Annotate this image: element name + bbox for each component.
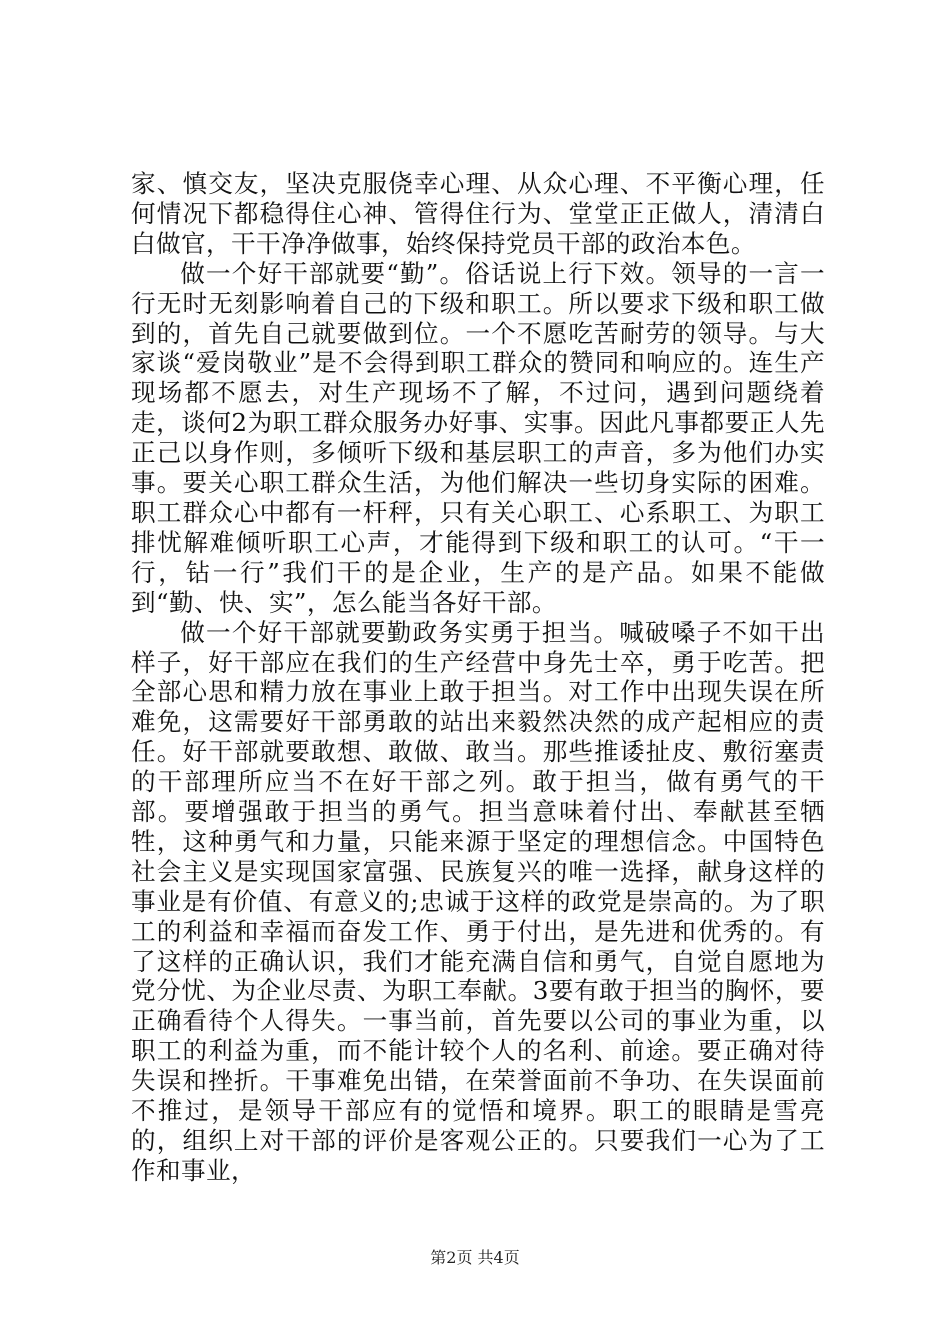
page-number-footer: 第2页 共4页 — [430, 1248, 520, 1267]
paragraph-continuation: 家、慎交友，坚决克服侥幸心理、从众心理、不平衡心理，任何情况下都稳得住心神、管得住行为、堂堂正正做人，清清白白做官，干干净净做事，始终保持党员干部的政治本色。 — [131, 169, 825, 258]
paragraph-responsibility: 做一个好干部就要勤政务实勇于担当。喊破嗓子不如干出样子，好干部应在我们的生产经营中身先士卒，勇于吃苦。把全部心思和精力放在事业上敢于担当。对工作中出现失误在所难免，这需要好干部勇敢的站出来毅然决然的成产起相应的责任。好干部就要敢想、敢做、敢当。那些推诿扯皮、敷衍塞责的干部理所应当不在好干部之列。敢于担当，做有勇气的干部。要增强敢于担当的勇气。担当意味着付出、奉献甚至牺牲，这种勇气和力量，只能来源于坚定的理想信念。中国特色社会主义是实现国家富强、民族复兴的唯一选择，献身这样的事业是有价值、有意义的;忠诚于这样的政党是崇高的。为了职工的利益和幸福而奋发工作、勇于付出，是先进和优秀的。有了这样的正确认识，我们才能充满自信和勇气，自觉自愿地为党分忧、为企业尽责、为职工奉献。3要有敢于担当的胸怀，要正确看待个人得失。一事当前，首先要以公司的事业为重，以职工的利益为重，而不能计较个人的名利、前途。要正确对待失误和挫折。干事难免出错，在荣誉面前不争功、在失误面前不推过，是领导干部应有的觉悟和境界。职工的眼睛是雪亮的，组织上对干部的评价是客观公正的。只要我们一心为了工作和事业， — [131, 617, 825, 1185]
document-body — [131, 169, 825, 1186]
paragraph-diligence: 做一个好干部就要“勤”。俗话说上行下效。领导的一言一行无时无刻影响着自己的下级和职工。所以要求下级和职工做到的，首先自己就要做到位。一个不愿吃苦耐劳的领导。与大家谈“爱岗敬业”是不会得到职工群众的赞同和响应的。连生产现场都不愿去，对生产现场不了解，不过问，遇到问题绕着走，谈何2为职工群众服务办好事、实事。因此凡事都要正人先正己以身作则，多倾听下级和基层职工的声音，多为他们办实事。要关心职工群众生活，为他们解决一些切身实际的困难。职工群众心中都有一杆秤，只有关心职工、心系职工、为职工排忧解难倾听职工心声，才能得到下级和职工的认可。“干一行，钻一行”我们干的是企业，生产的是产品。如果不能做到“勤、快、实”，怎么能当各好干部。 — [131, 258, 825, 617]
